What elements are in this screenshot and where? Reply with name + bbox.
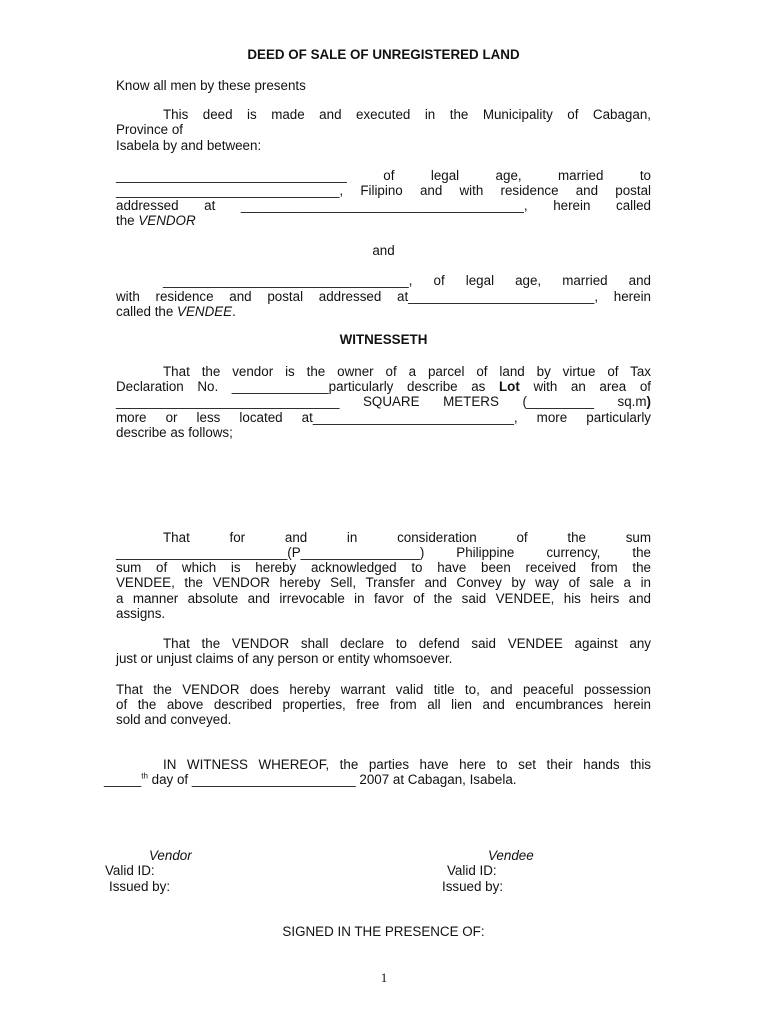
p2-line4 <box>116 213 651 228</box>
vendor-valid-id: Valid ID: <box>105 863 155 878</box>
p3-line3-prefix: called the <box>116 304 178 319</box>
page-number: 1 <box>380 970 388 985</box>
vendor-label: Vendor <box>149 848 192 863</box>
p4-line3-a: ______________________________ SQUARE METERS (_________ sq.m <box>116 394 647 409</box>
vendor-issued-by: Issued by: <box>109 879 171 894</box>
ordinal-suffix: th <box>141 771 148 781</box>
p2-line4-prefix: the <box>116 213 139 228</box>
p4-line2-b: with an area of <box>519 379 651 394</box>
vendee-term: VENDEE <box>177 304 233 319</box>
p4-line2-a: Declaration No. _____________particularly describe as <box>116 379 499 394</box>
p6-line2: just or unjust claims of any person or entity whomsoever. <box>116 651 453 666</box>
vendee-label: Vendee <box>488 848 534 863</box>
p4-line1: That the vendor is the owner of a parcel of land by virtue of Tax <box>163 364 651 379</box>
p2-line3: addressed at ______________________________________, herein called <box>116 198 651 213</box>
and-line: and <box>372 243 395 258</box>
p8-line2 <box>104 772 639 787</box>
p7-line2: of the above described properties, free from all lien and encumbrances herein <box>116 697 651 712</box>
document-title: DEED OF SALE OF UNREGISTERED LAND <box>247 47 520 62</box>
p4-line4: more or less located at___________________________, more particularly <box>116 410 651 425</box>
p4-line5: describe as follows; <box>116 425 233 440</box>
witnesseth-heading: WITNESSETH <box>339 332 428 347</box>
p4-line2 <box>116 379 651 394</box>
p1-line2: Province of <box>116 122 183 137</box>
p8-line2-b: day of ______________________ 2007 at Cabagan, Isabela. <box>147 772 517 787</box>
p6-line1: That the VENDOR shall declare to defend said VENDEE against any <box>163 636 651 651</box>
p5-line2: _______________________(P________________) Philippine currency, the <box>116 545 651 560</box>
p2-line1: _______________________________ of legal age, married to <box>116 168 651 183</box>
p5-line3: sum of which is hereby acknowledged to have been received from the <box>116 560 651 575</box>
vendee-issued-by: Issued by: <box>442 879 504 894</box>
p1-line1: This deed is made and executed in the Municipality of Cabagan, <box>163 107 651 122</box>
p2-line2: ______________________________, Filipino and with residence and postal <box>116 183 651 198</box>
p5-line4: VENDEE, the VENDOR hereby Sell, Transfer and Convey by way of sale a in <box>116 575 651 590</box>
day-blank: _____ <box>104 772 142 787</box>
intro-line: Know all men by these presents <box>116 78 306 93</box>
vendor-term: VENDOR <box>138 213 196 228</box>
p5-line5: a manner absolute and irrevocable in favor of the said VENDEE, his heirs and <box>116 591 651 606</box>
signed-presence-heading: SIGNED IN THE PRESENCE OF: <box>282 924 485 939</box>
p1-line3: Isabela by and between: <box>116 138 262 153</box>
p3-line2: with residence and postal addressed at_________________________, herein <box>116 289 651 304</box>
p7-line3: sold and conveyed. <box>116 712 232 727</box>
p8-line1: IN WITNESS WHEREOF, the parties have here to set their hands this <box>163 757 651 772</box>
p3-line3-suffix: . <box>232 304 236 319</box>
p4-line3-paren: ) <box>646 394 651 409</box>
p3-line1: _________________________________, of legal age, married and <box>163 273 651 288</box>
p5-line1: That for and in consideration of the sum <box>163 530 651 545</box>
p3-line3 <box>116 304 651 319</box>
p7-line1: That the VENDOR does hereby warrant valid title to, and peaceful possession <box>116 682 651 697</box>
lot-term: Lot <box>499 379 520 394</box>
p5-line6: assigns. <box>116 606 166 621</box>
vendee-valid-id: Valid ID: <box>447 863 497 878</box>
p4-line3 <box>116 394 651 409</box>
